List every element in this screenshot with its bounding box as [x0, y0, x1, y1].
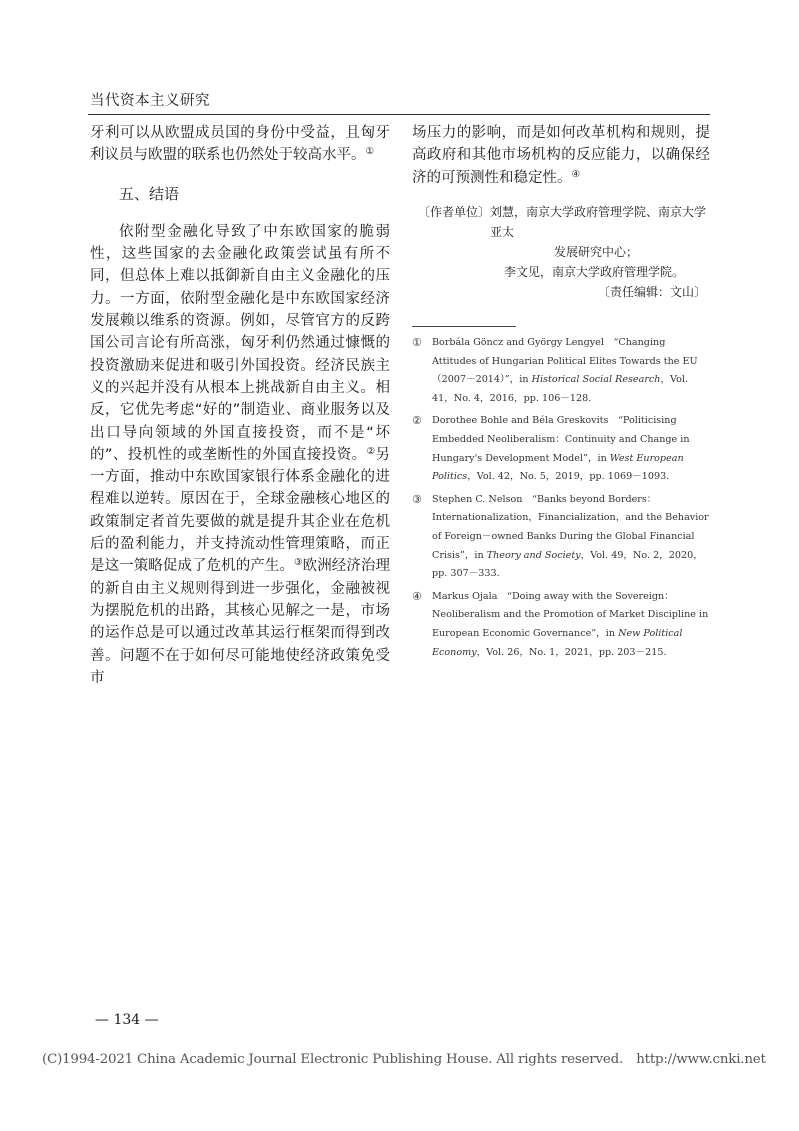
footnote-ref[interactable]: ③	[294, 557, 303, 569]
author-info	[418, 202, 710, 302]
footnote-journal: New Political Economy	[432, 627, 683, 658]
copyright-notice: (C)1994-2021 China Academic Journal Electronic Publishing House. All rights reserved. http://www.cnki.net	[42, 1052, 766, 1067]
section-heading: 五、结语	[119, 184, 180, 203]
footnote-rule	[412, 326, 516, 327]
footnote-citation: Dorothee Bohle and Béla Greskovits “Politicising Embedded Neoliberalism：Continuity and Change in Hungary's Development Model”，in	[432, 415, 690, 464]
footnote-ref[interactable]: ②	[366, 445, 376, 457]
footnote-citation: Stephen C. Nelson “Banks beyond Borders：Internationalization，Financialization，and the Behavior of Foreign－owned Banks During the Global Financial Crisis”，in	[432, 493, 709, 561]
footnote-pages: ，Vol. 49，No. 2，2020，pp. 307－333.	[432, 549, 703, 580]
footnote-journal: Historical Social Research	[531, 374, 661, 386]
footnote-marker: ③	[412, 492, 422, 506]
footnote-marker: ②	[412, 414, 422, 428]
running-head: 当代资本主义研究	[90, 93, 210, 109]
header-rule	[88, 114, 710, 115]
author-affiliation: 刘慧，南京大学政府管理学院、南京大学亚太	[490, 205, 707, 239]
footnote-text	[432, 491, 712, 584]
footnote-journal: Theory and Society	[486, 549, 581, 561]
footnote-item	[412, 491, 712, 584]
footnote-citation: Markus Ojala “Doing away with the Sovereign：Neoliberalism and the Promotion of Market Discipline in European Economic Governance”，in	[432, 590, 709, 639]
footnote-item	[412, 412, 712, 486]
footnote-citation: Borbála Göncz and György Lengyel “Changing Attitudes of Hungarian Political Elites Towards the EU（2007－2014）”，in	[432, 337, 698, 386]
paragraph-text: 场压力的影响，而是如何改革机构和规则，提高政府和其他市场机构的反应能力，以确保经济的可预测性和稳定性。	[412, 125, 710, 186]
left-column	[90, 122, 390, 689]
paragraph-text: 依附型金融化导致了中东欧国家的脆弱性，这些国家的去金融化政策尝试虽有所不同，但总体上难以抵御新自由主义金融化的压力。一方面，依附型金融化是中东欧国家经济发展赖以维系的资源。例如，尽管官方的反跨国公司言论有所高涨，匈牙利仍然通过慷慨的投资激励来促进和吸引外国投资。经济民族主义的兴起并没有从根本上挑战新自由主义。相反，它优先考虑“好的”制造业、商业服务以及出口导向领域的外国直接投资，而不是“坏的”、投机性的或垄断性的外国直接投资。	[90, 223, 390, 463]
author-label: 〔作者单位〕	[418, 205, 491, 219]
continued-paragraph	[412, 122, 710, 189]
footnote-marker: ①	[412, 336, 422, 349]
footnote-marker: ④	[412, 589, 422, 603]
conclusion-paragraph	[90, 221, 390, 689]
paragraph-text: 牙利可以从欧盟成员国的身份中受益，且匈牙利议员与欧盟的联系也仍然处于较高水平。	[90, 125, 390, 164]
footnote-ref[interactable]: ①	[365, 146, 375, 158]
author-affiliation-cont: 发展研究中心；	[554, 245, 639, 259]
paragraph-text: 另一方面，推动中东欧国家银行体系金融化的进程难以逆转。原因在于，全球金融核心地区的政策制定者首先要做的就是提升其企业在危机后的盈利能力，并支持流动性管理策略，而正是这一策略促成了危机的产生。	[90, 446, 390, 575]
footnotes	[412, 334, 712, 666]
footnote-ref[interactable]: ④	[571, 168, 581, 180]
right-column	[412, 122, 710, 189]
author-row	[418, 202, 710, 242]
footnote-item	[412, 588, 712, 662]
author-affiliation-2: 李文见，南京大学政府管理学院。	[504, 265, 685, 279]
footnote-journal: West European Politics	[432, 452, 684, 483]
footnote-text	[432, 334, 712, 408]
footnote-pages: ，Vol. 42，No. 5，2019，pp. 1069－1093.	[467, 471, 670, 483]
footnote-pages: ，Vol. 26，No. 1，2021，pp. 203－215.	[476, 646, 667, 658]
continued-paragraph	[90, 122, 390, 167]
page-number: — 134 —	[95, 1012, 159, 1028]
paragraph-text: 欧洲经济治理的新自由主义规则得到进一步强化，金融被视为摆脱危机的出路，其核心见解之一是，市场的运作总是可以通过改革其运行框架而得到改善。问题不在于如何尽可能地使经济政策免受市	[90, 558, 390, 686]
responsible-editor: 〔责任编辑：文山〕	[597, 285, 706, 299]
footnote-pages: ，Vol. 41，No. 4，2016，pp. 106－128.	[432, 374, 688, 404]
footnote-text	[432, 588, 712, 662]
footnote-item	[412, 334, 712, 408]
footnote-text	[432, 412, 712, 486]
